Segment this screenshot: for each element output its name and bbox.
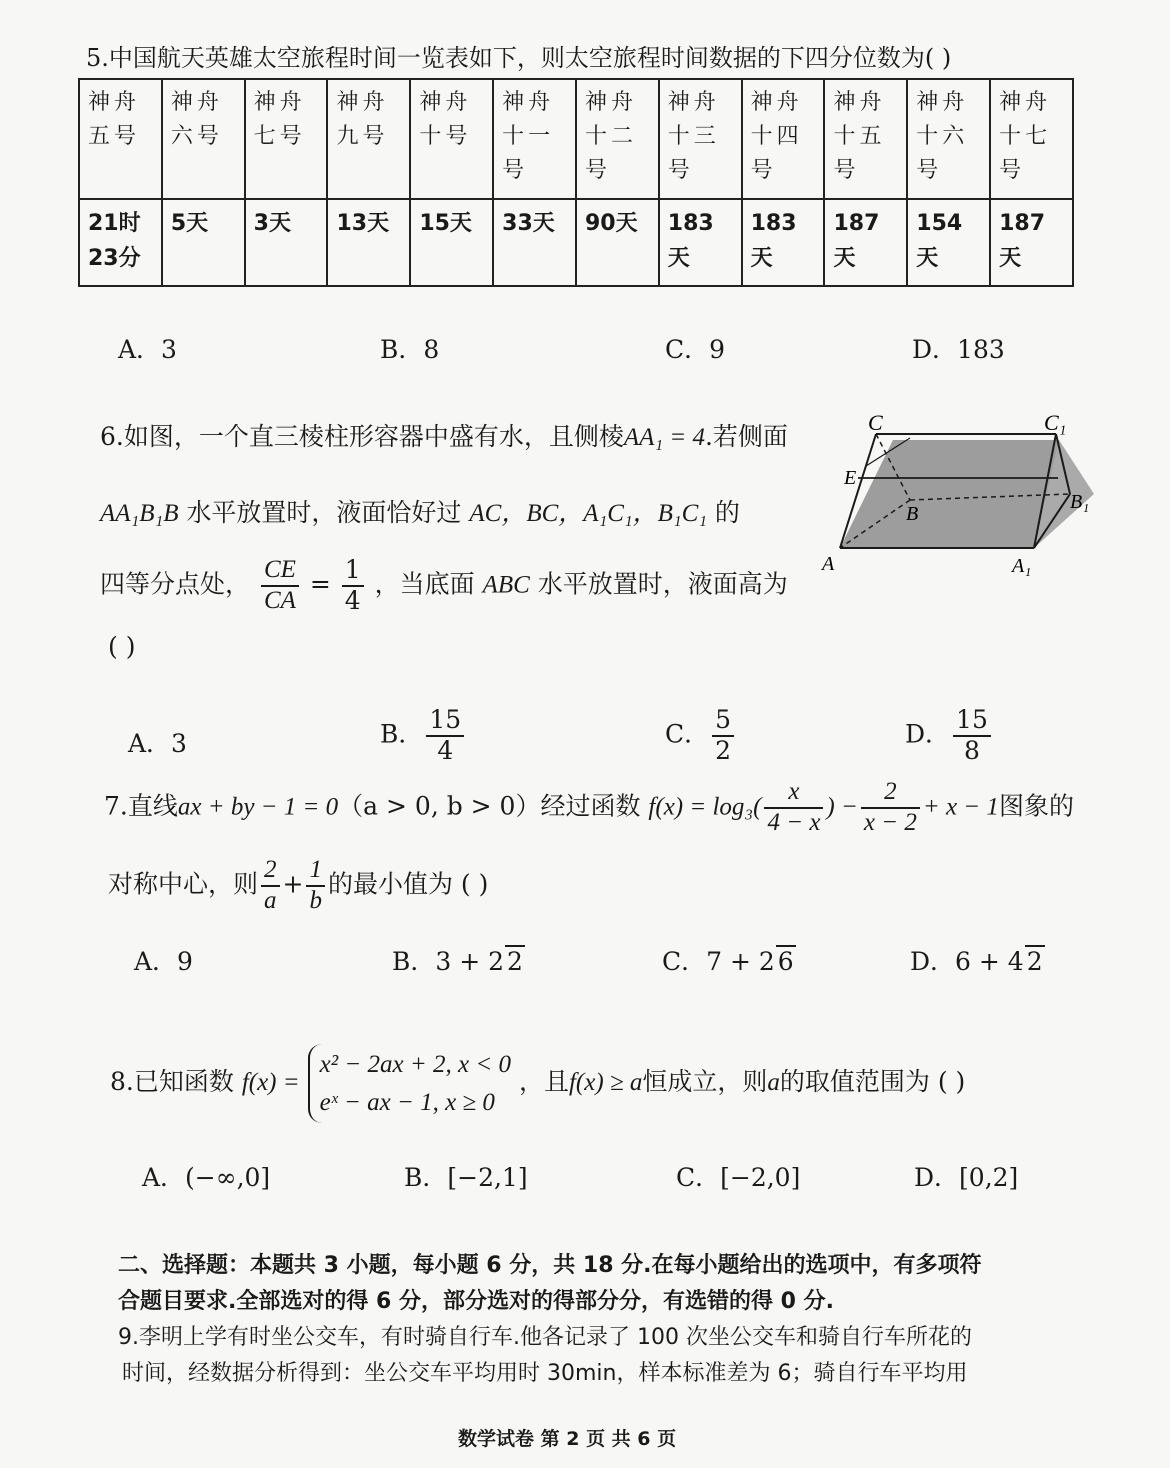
table-cell: 183 天: [742, 199, 825, 286]
table-cell: 神舟 六号: [162, 79, 245, 199]
fraction-numerator: 5: [712, 706, 734, 737]
table-header-row: [79, 79, 1073, 199]
q7-text: 的最小值为 ( ): [327, 869, 489, 899]
table-cell: 神舟 七号: [245, 79, 328, 199]
label-b1: B₁: [1070, 491, 1090, 513]
label-b: B: [906, 503, 919, 525]
q6-line2: [100, 498, 740, 529]
table-cell: 神舟 十五 号: [824, 79, 907, 199]
q8-option-b: B．[−2,1]: [404, 1163, 528, 1192]
q6-answer-paren: ( ): [108, 632, 136, 661]
table-cell: 神舟 五号: [79, 79, 162, 199]
label-c1: C₁: [1044, 410, 1067, 435]
option-fraction: [712, 706, 734, 766]
table-cell: 183 天: [659, 199, 742, 286]
q6-line3: [100, 556, 788, 616]
q6-math-base: ABC: [482, 571, 530, 599]
label-a1: A₁: [1012, 555, 1032, 577]
q7-text: 图象的: [998, 791, 1074, 821]
q9-line1: 9.李明上学有时坐公交车，有时骑自行车.他各记录了 100 次坐公交车和骑自行车所花的: [118, 1325, 972, 1350]
q6-option-b: [380, 706, 467, 766]
q8-option-d: D．[0,2]: [914, 1163, 1019, 1192]
sqrt-radicand: 2: [1026, 947, 1043, 976]
q7-option-d: [910, 942, 1045, 978]
q8-text: 的取值范围为 ( ): [779, 1067, 966, 1096]
plus-sign: +: [282, 869, 304, 899]
q7-fraction: [861, 778, 920, 838]
table-cell: 神舟 十号: [410, 79, 493, 199]
table-cell: 3天: [245, 199, 328, 286]
q5-stem: 5.中国航天英雄太空旅程时间一览表如下，则太空旅程时间数据的下四分位数为( ): [86, 44, 952, 72]
q6-text: ，当底面: [374, 569, 475, 599]
fraction-denominator: 4: [437, 735, 454, 765]
q5-option-d: D．183: [912, 335, 1005, 364]
table-value-row: [79, 199, 1073, 286]
table-cell: 神舟 十七 号: [990, 79, 1073, 199]
q9-line2: 时间，经数据分析得到：坐公交车平均用时 30min，样本标准差为 6；骑自行车平均用: [122, 1361, 968, 1386]
q7-function: f(x) = log₃(: [648, 793, 762, 821]
fraction-numerator: 1: [342, 556, 364, 587]
fraction-numerator: x: [764, 778, 823, 809]
q6-text: 的: [714, 498, 740, 527]
q6-math-points: AC，BC，A₁C₁，B₁C₁: [469, 500, 707, 527]
table-cell: 神舟 九号: [327, 79, 410, 199]
fraction-numerator: 15: [953, 706, 991, 737]
fraction-denominator: b: [309, 886, 322, 914]
q6-fraction-quarter: [342, 556, 364, 616]
fraction-numerator: 15: [426, 706, 464, 737]
q6-text: 水平放置时，液面恰好过: [186, 498, 462, 527]
option-label: C．: [665, 719, 710, 749]
table-cell: 13天: [327, 199, 410, 286]
q6-option-d: [905, 706, 994, 766]
q6-text: 四等分点处，: [100, 569, 251, 599]
q8-function: f(x) =: [241, 1069, 300, 1096]
fraction-denominator: a: [264, 886, 277, 914]
table-cell: 187 天: [824, 199, 907, 286]
q7-option-a: A．9: [134, 947, 193, 976]
option-fraction: [426, 706, 464, 766]
fraction-numerator: 2: [261, 856, 280, 887]
q8-inequality: f(x) ≥ a: [568, 1069, 643, 1096]
fraction-denominator: 8: [964, 735, 980, 765]
q5-table: [78, 78, 1074, 287]
q7-text: 对称中心，则: [108, 869, 259, 899]
fraction-denominator: x − 2: [863, 808, 917, 836]
q7-line2: [108, 856, 488, 916]
prism-figure: [818, 408, 1098, 580]
table-cell: 154 天: [907, 199, 990, 286]
q8-text: 8.已知函数: [110, 1067, 234, 1096]
fraction-denominator: CA: [263, 586, 296, 614]
q7-fraction: [764, 778, 823, 838]
option-label: D．: [905, 719, 951, 749]
q8-line: [110, 1044, 965, 1123]
table-cell: 90天: [576, 199, 659, 286]
label-a: A: [822, 553, 835, 575]
option-label: C．7 + 2: [662, 947, 775, 976]
fraction-numerator: 1: [306, 856, 325, 887]
q6-math-edge: AA₁ = 4: [623, 424, 705, 451]
q6-text: 6.如图，一个直三棱柱形容器中盛有水，且侧棱: [100, 422, 624, 451]
q7-line-equation: ax + by − 1 = 0: [177, 793, 339, 821]
fraction-denominator: 2: [715, 735, 732, 765]
fraction-numerator: 2: [861, 778, 920, 809]
q6-option-c: [665, 706, 737, 766]
section-2-heading: 二、选择题：本题共 3 小题，每小题 6 分，共 18 分.在每小题给出的选项中，有多项符: [118, 1253, 982, 1278]
q8-text: ，且: [518, 1067, 569, 1096]
q7-fraction: [306, 856, 325, 916]
q6-option-a: A．3: [128, 729, 187, 758]
table-cell: 神舟 十三 号: [659, 79, 742, 199]
sqrt-radicand: 2: [507, 947, 523, 976]
q7-text: （a > 0, b > 0）经过函数: [338, 791, 641, 821]
q6-math-face: AA₁B₁B: [100, 500, 179, 527]
table-cell: 神舟 十一 号: [493, 79, 576, 199]
q5-option-b: B．8: [380, 335, 440, 364]
fraction-denominator: 4: [344, 585, 361, 615]
q7-function: + x − 1: [922, 793, 999, 821]
option-label: B．3 + 2: [392, 947, 505, 976]
piecewise-case-1: x² − 2ax + 2, x < 0: [319, 1051, 511, 1078]
option-label: D．6 + 4: [910, 947, 1024, 976]
q7-option-b: [392, 942, 525, 978]
page-footer: 数学试卷 第 2 页 共 6 页: [458, 1428, 677, 1450]
label-c: C: [868, 410, 883, 435]
q6-text: 水平放置时，液面高为: [537, 569, 788, 599]
q7-function: ) −: [826, 793, 858, 821]
q8-piecewise: [308, 1044, 511, 1123]
fraction-denominator: 4 − x: [767, 808, 821, 836]
equals-sign: =: [309, 569, 331, 599]
table-cell: 187 天: [990, 199, 1073, 286]
section-2-heading-cont: 合题目要求.全部选对的得 6 分，部分选对的得部分分，有选错的得 0 分.: [118, 1289, 834, 1314]
option-label: B．: [380, 719, 424, 749]
q5-option-a: A．3: [118, 335, 177, 364]
q8-variable: a: [767, 1069, 780, 1096]
q8-option-c: C．[−2,0]: [676, 1163, 801, 1192]
q6-fraction-ce-ca: [261, 556, 299, 616]
q8-option-a: A．(−∞,0]: [142, 1163, 271, 1192]
table-cell: 5天: [162, 199, 245, 286]
table-cell: 神舟 十六 号: [907, 79, 990, 199]
fraction-numerator: CE: [261, 556, 299, 587]
water-surface: [840, 440, 1059, 548]
q6-line1: [100, 422, 788, 453]
table-cell: 21时 23分: [79, 199, 162, 286]
q7-fraction: [261, 856, 280, 916]
q8-text: 恒成立，则: [642, 1067, 768, 1096]
q7-text: 7.直线: [104, 791, 178, 821]
piecewise-case-2: eˣ − ax − 1, x ≥ 0: [319, 1088, 495, 1116]
q7-option-c: [662, 942, 796, 978]
table-cell: 神舟 十四 号: [742, 79, 825, 199]
sqrt-radicand: 6: [777, 947, 794, 976]
label-e: E: [844, 467, 857, 489]
option-fraction: [953, 706, 991, 766]
table-cell: 33天: [493, 199, 576, 286]
table-cell: 神舟 十二 号: [576, 79, 659, 199]
q6-text: .若侧面: [704, 422, 788, 451]
q5-option-c: C．9: [665, 335, 726, 364]
table-cell: 15天: [410, 199, 493, 286]
q7-line1: [104, 778, 1074, 838]
